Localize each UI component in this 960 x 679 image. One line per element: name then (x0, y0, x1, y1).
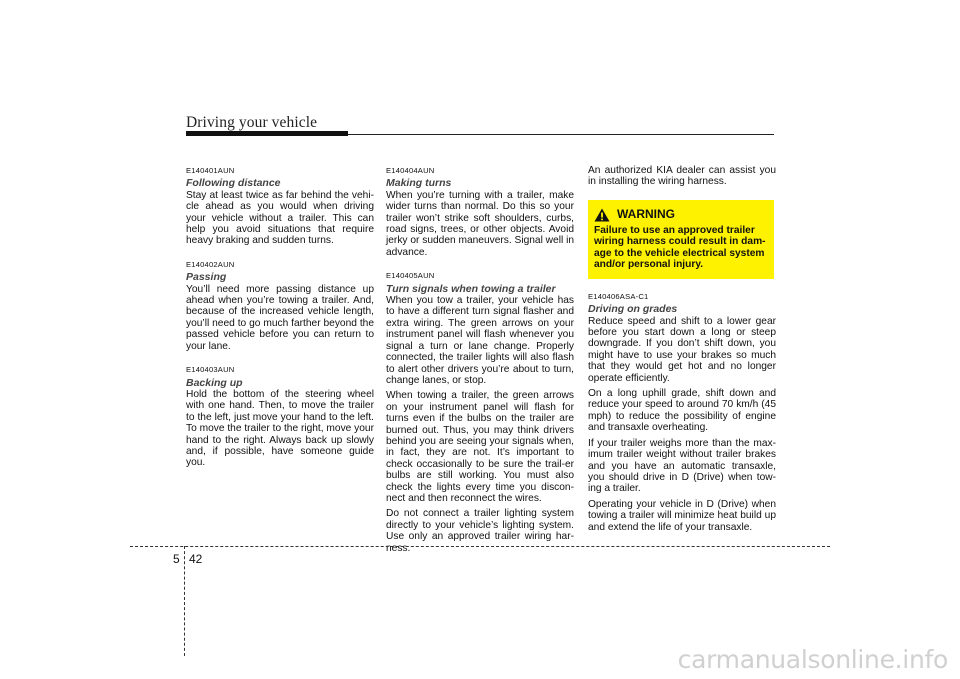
paragraph: When towing a trailer, the green arrows on your instrument panel will flash for turns even if the bulbs on the trailer are burned out. Thus, you may think drivers behind you are seeing your signals when, in fact, they are not. It’s important to check occasionally to be sure the trail-er bulbs are still working. You must also check the lights every time you discon-nect and then reconnect the wires. (386, 390, 574, 504)
paragraph: When you tow a trailer, your vehicle has to have a different turn signal flasher and extra wiring. The green arrows on your instrument panel will flash whenever you signal a turn or lane change. Properly connected, the trailer lights will also flash to alert other drivers you’re about to turn, change lanes, or stop. (386, 295, 574, 386)
paragraph: Reduce speed and shift to a lower gear before you start down a long or steep downgrade. If you don’t shift down, you might have to use your brakes so much that they would get hot and no longer operate efficiently. (588, 315, 776, 384)
section-following-distance (186, 165, 374, 247)
section-heading: Turn signals when towing a trailer (386, 282, 556, 295)
watermark: carmanualsonline.info (677, 645, 948, 674)
chapter-number: 5 (173, 552, 180, 566)
section-heading: Making turns (386, 177, 452, 190)
section-code: E140404AUN (386, 166, 435, 175)
section-code: E140402AUN (186, 259, 235, 269)
paragraph: If your trailer weighs more than the max-imum trailer weight without trailer brakes and you have an automatic transaxle, you should drive in D (Drive) when tow-ing a trailer. (588, 437, 776, 495)
paragraph: Stay at least twice as far behind the vehi-cle ahead as you would when driving your vehicle without a trailer. This can help you avoid situations that require heavy braking and sudden turns. (186, 189, 374, 247)
column-2 (386, 165, 574, 566)
paragraph: On a long uphill grade, shift down and reduce your speed to around 70 km/h (45 mph) to reduce the possibility of engine and transaxle overheating. (588, 388, 776, 434)
warning-header (594, 208, 768, 222)
section-code: E140403AUN (186, 365, 235, 375)
section-heading: Backing up (186, 376, 243, 389)
section-passing (186, 259, 374, 352)
paragraph: Hold the bottom of the steering wheel with one hand. Then, to move the trailer to the left, just move your hand to the left. To move the trailer to the right, move your hand to the right. Always back up slowly and, if possible, have someone guide you. (186, 388, 374, 469)
paragraph: You’ll need more passing distance up ahead when you’re towing a trailer. And, because of the increased vehicle length, you’ll need to go much farther beyond the passed vehicle before you can return to your lane. (186, 283, 374, 352)
paragraph-intro: An authorized KIA dealer can assist you in installing the wiring harness. (588, 165, 776, 188)
footer-rule (130, 546, 830, 547)
column-3 (588, 165, 776, 545)
section-making-turns (386, 165, 574, 258)
section-driving-on-grades (588, 291, 776, 533)
paragraph: When you’re turning with a trailer, make wider turns than normal. Do this so your trailer won’t strike soft shoulders, curbs, road signs, trees, or other objects. Avoid jerky or sudden maneuvers. Signal well in advance. (386, 189, 574, 258)
header-rule (348, 134, 774, 135)
warning-title: WARNING (617, 207, 675, 222)
column-1 (186, 165, 374, 481)
section-heading: Driving on grades (588, 303, 678, 316)
section-code: E140401AUN (186, 166, 235, 175)
section-code: E140405AUN (386, 271, 435, 281)
warning-triangle-icon (594, 208, 610, 222)
section-backing-up (186, 364, 374, 469)
section-code: E140406ASA-C1 (588, 291, 649, 301)
section-heading: Following distance (186, 177, 281, 190)
section-turn-signals (386, 270, 574, 554)
warning-box (588, 200, 774, 279)
page-number: 42 (189, 552, 203, 566)
paragraph: Do not connect a trailer lighting system directly to your vehicle’s lighting system. Use only an approved trailer wiring har-ness. (386, 508, 574, 554)
footer-vertical-rule (184, 546, 185, 656)
section-heading: Passing (186, 271, 227, 284)
warning-text: Failure to use an approved trailer wiring harness could result in dam-age to the vehicle electrical system and/or personal injury. (594, 224, 766, 271)
paragraph: Operating your vehicle in D (Drive) when towing a trailer will minimize heat build up and extend the life of your transaxle. (588, 498, 776, 533)
header-bar (186, 131, 348, 136)
page-header-title: Driving your vehicle (186, 114, 318, 131)
